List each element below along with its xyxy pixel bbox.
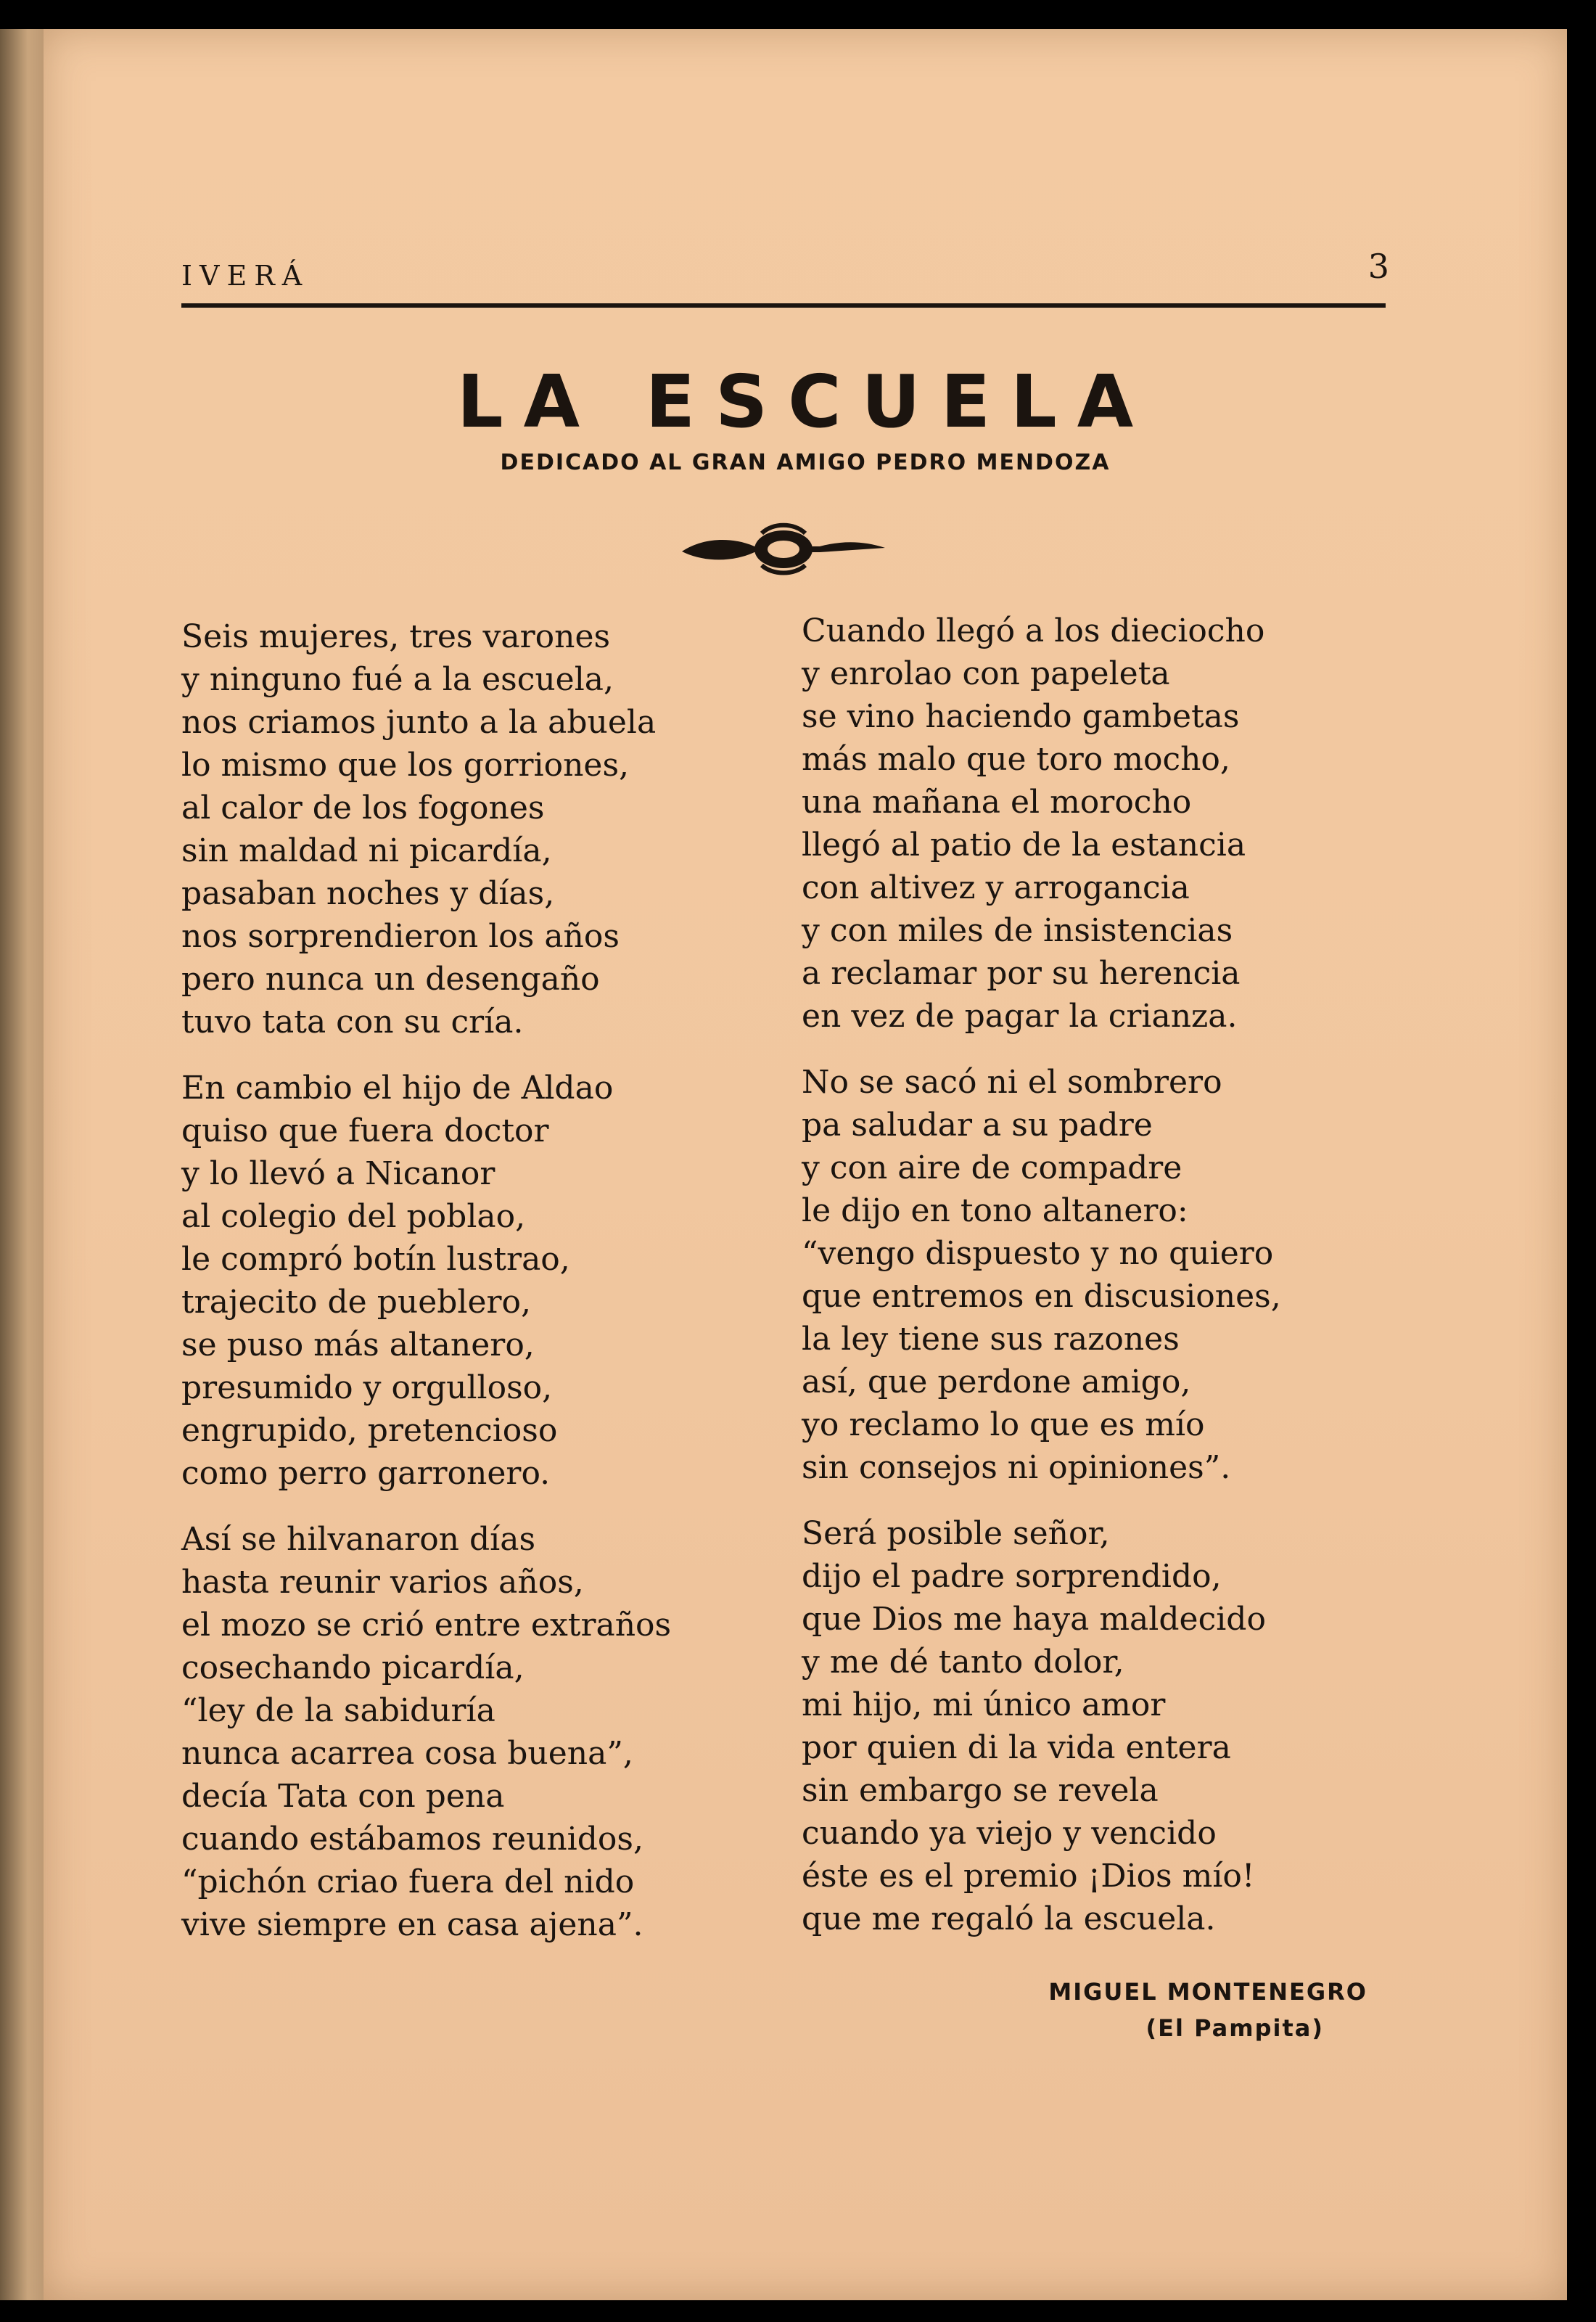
- signature: [1048, 1974, 1367, 2046]
- verse-line: engrupido, pretencioso: [181, 1412, 558, 1449]
- verse-line: se puso más altanero,: [181, 1326, 535, 1363]
- verse-line: mi hijo, mi único amor: [802, 1686, 1166, 1723]
- verse-line: y lo llevó a Nicanor: [181, 1155, 495, 1192]
- verse-line: yo reclamo lo que es mío: [802, 1406, 1205, 1443]
- verse-line: decía Tata con pena: [181, 1778, 505, 1815]
- verse-line: trajecito de pueblero,: [181, 1284, 532, 1321]
- author-pseudonym: (El Pampita): [1145, 2014, 1324, 2042]
- running-header: IVERÁ: [181, 260, 310, 292]
- verse-line: hasta reunir varios años,: [181, 1564, 584, 1601]
- verse-line: sin maldad ni picardía,: [181, 832, 552, 869]
- verse-line: la ley tiene sus razones: [802, 1321, 1180, 1358]
- verse-line: presumido y orgulloso,: [181, 1369, 553, 1406]
- verse-line: sin consejos ni opiniones”.: [802, 1449, 1231, 1486]
- verse-line: con altivez y arrogancia: [802, 869, 1190, 906]
- stanza: [181, 615, 805, 1043]
- verse-line: Seis mujeres, tres varones: [181, 618, 611, 655]
- verse-line: que Dios me haya maldecido: [802, 1601, 1266, 1638]
- stanza: [802, 610, 1426, 1038]
- verse-line: que me regaló la escuela.: [802, 1900, 1216, 1937]
- verse-line: pasaban noches y días,: [181, 875, 555, 912]
- verse-line: llegó al patio de la estancia: [802, 826, 1246, 863]
- verse-line: cuando ya viejo y vencido: [802, 1815, 1217, 1852]
- verse-line: así, que perdone amigo,: [802, 1363, 1191, 1400]
- header-rule: [181, 303, 1386, 308]
- verse-line: una mañana el morocho: [802, 784, 1192, 821]
- verse-line: nos criamos junto a la abuela: [181, 704, 657, 741]
- verse-line: el mozo se crió entre extraños: [181, 1607, 672, 1644]
- stanza: [802, 1061, 1426, 1489]
- verse-line: pero nunca un desengaño: [181, 961, 600, 998]
- verse-line: y ninguno fué a la escuela,: [181, 661, 614, 698]
- verse-line: nunca acarrea cosa buena”,: [181, 1735, 633, 1772]
- verse-line: en vez de pagar la crianza.: [802, 998, 1238, 1035]
- verse-line: al colegio del poblao,: [181, 1198, 526, 1235]
- verse-line: y me dé tanto dolor,: [802, 1644, 1124, 1681]
- verse-line: y con aire de compadre: [802, 1149, 1182, 1186]
- verse-line: “pichón criao fuera del nido: [181, 1863, 635, 1900]
- verse-line: No se sacó ni el sombrero: [802, 1064, 1222, 1101]
- verse-line: quiso que fuera doctor: [181, 1112, 549, 1149]
- verse-line: lo mismo que los gorriones,: [181, 747, 630, 784]
- stanza: [181, 1067, 805, 1495]
- stanza: [802, 1512, 1426, 1940]
- poem-dedication: DEDICADO AL GRAN AMIGO PEDRO MENDOZA: [500, 450, 1111, 475]
- verse-line: pa saludar a su padre: [802, 1107, 1153, 1144]
- verse-line: cuando estábamos reunidos,: [181, 1821, 643, 1858]
- verse-line: nos sorprendieron los años: [181, 918, 620, 955]
- verse-line: como perro garronero.: [181, 1455, 551, 1492]
- verse-line: Así se hilvanaron días: [181, 1521, 536, 1558]
- verse-line: sin embargo se revela: [802, 1772, 1159, 1809]
- verse-line: y con miles de insistencias: [802, 912, 1233, 949]
- book-page: [44, 29, 1567, 2300]
- verse-line: En cambio el hijo de Aldao: [181, 1070, 614, 1107]
- verse-line: “ley de la sabiduría: [181, 1692, 495, 1729]
- stanza: [181, 1518, 805, 1946]
- verse-line: vive siempre en casa ajena”.: [181, 1906, 643, 1943]
- verse-line: y enrolao con papeleta: [802, 655, 1170, 692]
- poem-column-right: [802, 610, 1426, 1964]
- poem-column-left: [181, 615, 805, 1969]
- verse-line: por quien di la vida entera: [802, 1729, 1231, 1766]
- verse-line: dijo el padre sorprendido,: [802, 1558, 1222, 1595]
- verse-line: tuvo tata con su cría.: [181, 1004, 524, 1041]
- verse-line: más malo que toro mocho,: [802, 741, 1230, 778]
- verse-line: “vengo dispuesto y no quiero: [802, 1235, 1274, 1272]
- verse-line: se vino haciendo gambetas: [802, 698, 1240, 735]
- verse-line: que entremos en discusiones,: [802, 1278, 1281, 1315]
- flourish-ornament-icon: [675, 519, 892, 577]
- verse-line: le dijo en tono altanero:: [802, 1192, 1188, 1229]
- verse-line: Será posible señor,: [802, 1515, 1110, 1552]
- author-name: MIGUEL MONTENEGRO: [1048, 1978, 1367, 2006]
- verse-line: a reclamar por su herencia: [802, 955, 1241, 992]
- page-number: 3: [1367, 247, 1389, 286]
- verse-line: al calor de los fogones: [181, 789, 545, 826]
- verse-line: le compró botín lustrao,: [181, 1241, 570, 1278]
- poem-title: LA ESCUELA: [456, 359, 1154, 444]
- verse-line: Cuando llegó a los dieciocho: [802, 612, 1265, 649]
- verse-line: cosechando picardía,: [181, 1649, 525, 1686]
- verse-line: éste es el premio ¡Dios mío!: [802, 1858, 1255, 1895]
